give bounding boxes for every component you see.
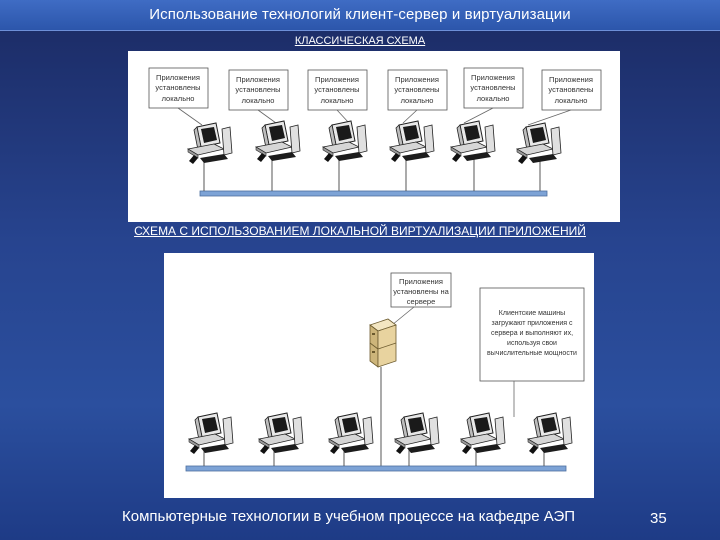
client-note-line4: используя свои [507, 340, 557, 347]
client-note-line5: вычислительные мощности [487, 350, 577, 357]
app-box-line3: локально [161, 94, 195, 103]
app-box-line2: установлены [235, 85, 281, 94]
server-box-line3: сервере [406, 297, 436, 306]
network-bus-line [200, 191, 547, 196]
app-box-line3: локально [554, 96, 588, 105]
app-box-line1: Приложения [549, 75, 593, 84]
app-box-line3: локально [320, 96, 354, 105]
app-box-line1: Приложения [471, 73, 515, 82]
computer-icon [259, 413, 303, 454]
computer-icon [189, 413, 233, 454]
server-box-line1: Приложения [399, 277, 443, 286]
app-box-line1: Приложения [395, 75, 439, 84]
classic-scheme-diagram [128, 51, 620, 222]
computer-icon [528, 413, 572, 454]
connector-lines [178, 108, 571, 125]
drop-lines [204, 449, 544, 466]
app-box-4 [388, 70, 447, 110]
app-box-3 [308, 70, 367, 110]
client-note-line2: загружают приложения с [491, 320, 573, 327]
title-bar [0, 0, 720, 31]
client-note-box [480, 288, 584, 381]
slide-footer: Компьютерные технологии в учебном процессе на кафедре АЭП [122, 508, 576, 525]
classic-scheme-svg [128, 51, 620, 222]
computer-icon [256, 121, 300, 162]
app-box-line1: Приложения [315, 75, 359, 84]
app-box-line3: локально [476, 94, 510, 103]
classic-scheme-caption: КЛАССИЧЕСКАЯ СХЕМА [294, 35, 426, 47]
app-box-line3: локально [241, 96, 275, 105]
computer-icon [461, 413, 505, 454]
client-note-line3: сервера и выполняют их, [490, 330, 574, 337]
server-apps-box [391, 273, 451, 307]
app-box-line3: локально [400, 96, 434, 105]
computer-icon [390, 121, 434, 162]
app-box-6 [542, 70, 601, 110]
computer-icon [517, 123, 561, 164]
slide-title: Использование технологий клиент-сервер и виртуализации [149, 6, 571, 23]
app-box-line2: установлены [470, 83, 516, 92]
client-note-line1: Клиентские машины [498, 310, 566, 317]
server-box-line2: установлены на [393, 287, 449, 296]
virtualization-scheme-diagram [164, 253, 594, 498]
app-box-line1: Приложения [156, 73, 200, 82]
app-box-line2: установлены [314, 85, 360, 94]
page-number: 35 [650, 510, 667, 527]
computer-icon [395, 413, 439, 454]
app-box-line1: Приложения [236, 75, 280, 84]
app-box-line2: установлены [155, 83, 201, 92]
server-icon [370, 319, 396, 367]
app-box-line2: установлены [394, 85, 440, 94]
app-box-2 [229, 70, 288, 110]
computer-icon [451, 121, 495, 162]
app-box-5 [464, 68, 523, 108]
drop-lines [204, 159, 540, 191]
server-connector [392, 307, 414, 325]
virtualization-scheme-svg [164, 253, 594, 498]
network-bus-line [186, 466, 566, 471]
computer-icon [329, 413, 373, 454]
computer-icon [323, 121, 367, 162]
virtualization-scheme-caption: СХЕМА С ИСПОЛЬЗОВАНИЕМ ЛОКАЛЬНОЙ ВИРТУАЛИЗАЦИИ ПРИЛОЖЕНИЙ [134, 224, 586, 238]
computer-icon [188, 123, 232, 164]
app-box-line2: установлены [548, 85, 594, 94]
app-box-1 [149, 68, 208, 108]
